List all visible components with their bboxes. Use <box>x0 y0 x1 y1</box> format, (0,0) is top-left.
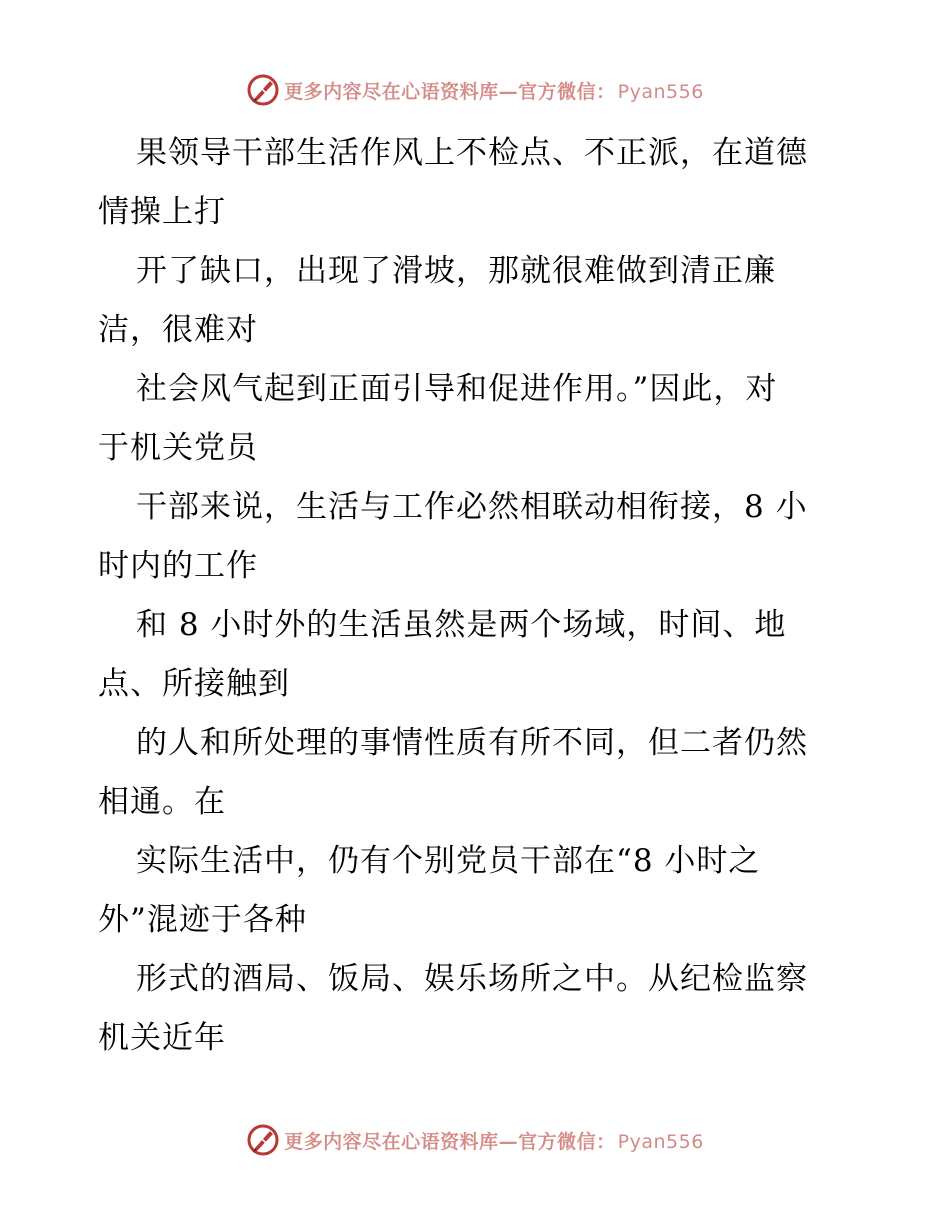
footer-wechat-id: Pyan556 <box>617 1130 704 1153</box>
text-line: 的人和所处理的事情性质有所不同，但二者仍然 <box>136 725 808 761</box>
header-banner-text: 更多内容尽在心语资料库—官方微信： Pyan556 <box>284 80 704 103</box>
text-line: 和 8 小时外的生活虽然是两个场域，时间、地 <box>136 607 787 643</box>
red-quill-emblem-icon <box>246 1123 280 1157</box>
text-line: 干部来说，生活与工作必然相联动相衔接，8 小 <box>136 489 808 525</box>
text-line: 实际生活中，仍有个别党员干部在“8 小时之 <box>136 843 761 879</box>
text-line: 于机关党员 <box>98 430 258 466</box>
text-line: 果领导干部生活作风上不检点、不正派，在道德 <box>136 135 808 171</box>
footer-banner-text: 更多内容尽在心语资料库—官方微信： Pyan556 <box>284 1130 704 1153</box>
text-line: 点、所接触到 <box>98 666 290 702</box>
header-wechat-id: Pyan556 <box>617 80 704 103</box>
document-body <box>98 124 858 1068</box>
text-line: 相通。在 <box>98 784 226 820</box>
text-line: 社会风气起到正面引导和促进作用。”因此，对 <box>136 371 778 407</box>
footer-banner <box>0 1120 950 1160</box>
text-line: 洁，很难对 <box>98 312 258 348</box>
text-line: 时内的工作 <box>98 548 258 584</box>
text-line: 形式的酒局、饭局、娱乐场所之中。从纪检监察 <box>136 961 808 997</box>
red-quill-emblem-icon <box>246 73 280 107</box>
text-line: 情操上打 <box>98 194 226 230</box>
text-line: 开了缺口，出现了滑坡，那就很难做到清正廉 <box>136 253 776 289</box>
text-line: 外”混迹于各种 <box>98 902 307 938</box>
header-banner <box>0 70 950 110</box>
text-line: 机关近年 <box>98 1020 226 1056</box>
